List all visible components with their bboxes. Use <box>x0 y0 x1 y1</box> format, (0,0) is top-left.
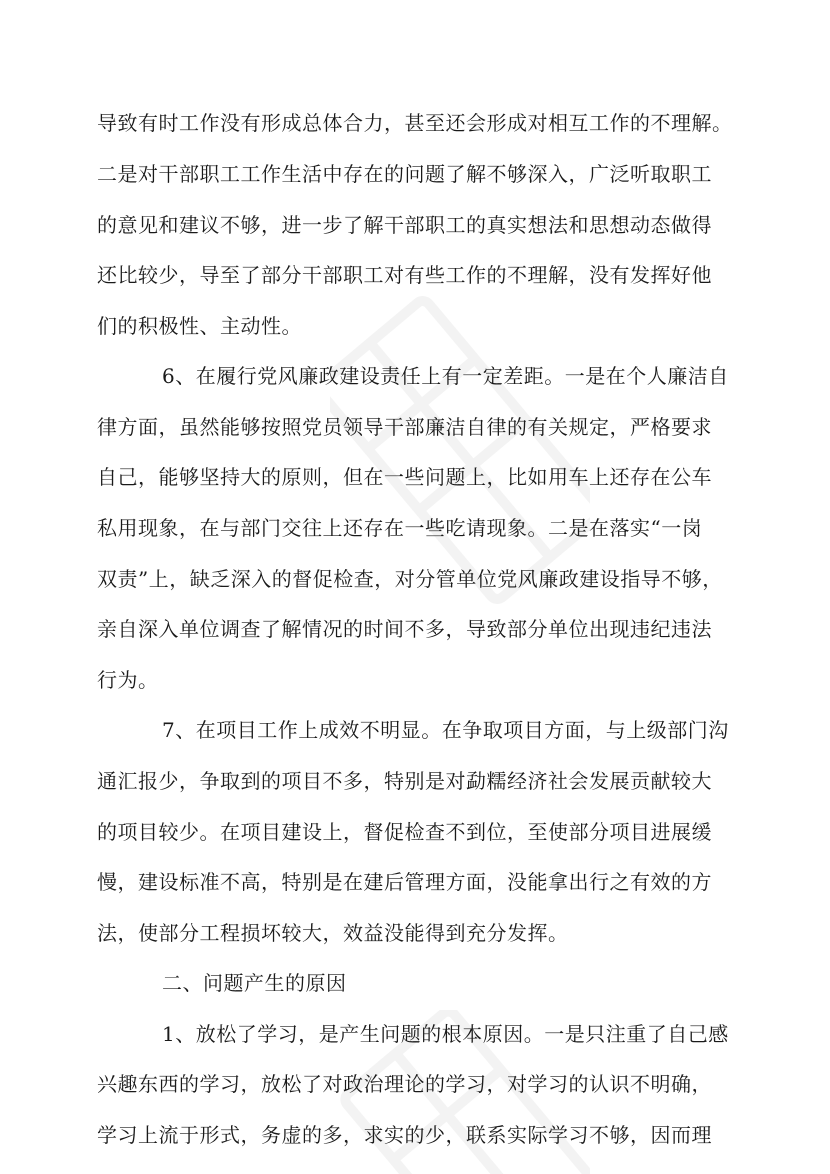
text-line: 慢，建设标准不高，特别是在建后管理方面，没能拿出行之有效的方 <box>97 870 712 894</box>
text-line: 亲自深入单位调查了解情况的时间不多，导致部分单位出现违纪违法 <box>97 617 712 641</box>
text-line: 的项目较少。在项目建设上，督促检查不到位，至使部分项目进展缓 <box>97 820 712 844</box>
text-line: 双责”上，缺乏深入的督促检查，对分管单位党风廉政建设指导不够， <box>97 567 723 591</box>
text-line: 行为。 <box>97 668 159 692</box>
text-line: 自己，能够坚持大的原则，但在一些问题上，比如用车上还存在公车 <box>97 465 712 489</box>
text-line: 们的积极性、主动性。 <box>97 314 302 338</box>
text-line: 还比较少，导至了部分干部职工对有些工作的不理解，没有发挥好他 <box>97 263 712 287</box>
text-line: 兴趣东西的学习，放松了对政治理论的学习，对学习的认识不明确， <box>97 1072 712 1096</box>
text-line: 律方面，虽然能够按照党员领导干部廉洁自律的有关规定，严格要求 <box>97 415 712 439</box>
text-line: 的意见和建议不够，进一步了解干部职工的真实想法和思想动态做得 <box>97 213 712 237</box>
paragraph-heading-7: 7、在项目工作上成效不明显。在争取项目方面，与上级部门沟 <box>162 718 729 742</box>
section-heading: 二、问题产生的原因 <box>162 971 347 995</box>
text-line: 私用现象，在与部门交往上还存在一些吃请现象。二是在落实“一岗 <box>97 516 703 540</box>
paragraph-heading-6: 6、在履行党风廉政建设责任上有一定差距。一是在个人廉洁自 <box>162 364 729 388</box>
text-line: 导致有时工作没有形成总体合力，甚至还会形成对相互工作的不理解。 <box>97 111 733 135</box>
text-line: 法，使部分工程损坏较大，效益没能得到充分发挥。 <box>97 921 569 945</box>
text-line: 学习上流于形式，务虚的多，求实的少，联系实际学习不够，因而理 <box>97 1123 712 1147</box>
text-line: 通汇报少，争取到的项目不多，特别是对勐糯经济社会发展贡献较大 <box>97 769 712 793</box>
text-line: 二是对干部职工工作生活中存在的问题了解不够深入，广泛听取职工 <box>97 162 712 186</box>
paragraph-heading-1: 1、放松了学习，是产生问题的根本原因。一是只注重了自己感 <box>162 1022 729 1046</box>
